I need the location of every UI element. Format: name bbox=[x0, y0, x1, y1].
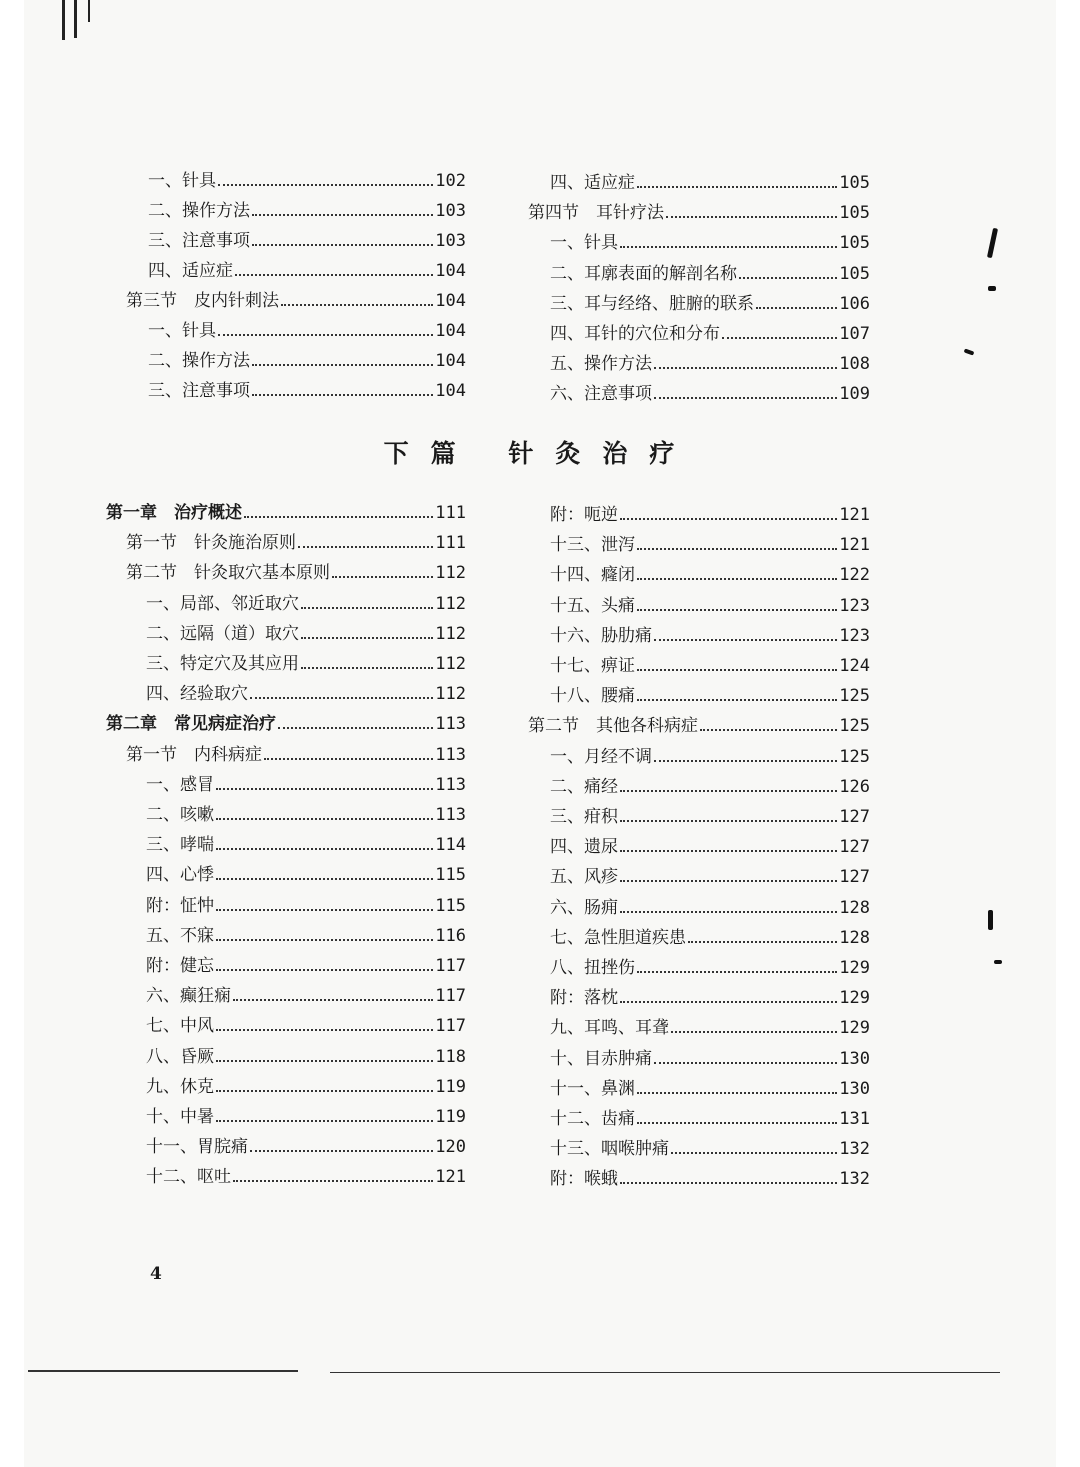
toc-entry-page: 123 bbox=[839, 625, 870, 646]
dot-leader bbox=[244, 516, 433, 518]
toc-entry-label: 附：怔忡 bbox=[146, 895, 214, 916]
dot-leader bbox=[637, 669, 837, 671]
dot-leader bbox=[637, 578, 837, 580]
section-title: 下篇 针灸治疗 bbox=[383, 439, 697, 468]
toc-entry-page: 104 bbox=[435, 321, 466, 341]
toc-entry-page: 122 bbox=[839, 565, 870, 586]
toc-entry-label: 十四、癃闭 bbox=[550, 565, 635, 586]
toc-entry bbox=[550, 683, 870, 707]
toc-entry-label: 第四节 耳针疗法 bbox=[528, 203, 664, 224]
toc-entry bbox=[550, 502, 870, 526]
toc-entry-page: 129 bbox=[839, 988, 870, 1009]
toc-entry-label: 三、特定穴及其应用 bbox=[146, 654, 299, 674]
toc-entry-page: 111 bbox=[435, 503, 466, 523]
toc-entry-page: 123 bbox=[839, 595, 870, 616]
toc-entry bbox=[146, 651, 466, 675]
toc-entry-label: 第一节 针灸施治原则 bbox=[126, 533, 296, 554]
toc-entry-page: 111 bbox=[435, 533, 466, 554]
scan-bottom-rule bbox=[28, 1370, 298, 1372]
toc-entry bbox=[146, 953, 466, 977]
toc-entry-label: 九、休克 bbox=[146, 1076, 214, 1097]
toc-entry-page: 132 bbox=[839, 1169, 870, 1190]
dot-leader bbox=[216, 1060, 433, 1062]
dot-leader bbox=[233, 999, 433, 1001]
toc-entry-page: 108 bbox=[839, 354, 870, 375]
toc-entry-page: 113 bbox=[435, 774, 466, 795]
dot-leader bbox=[688, 941, 837, 943]
toc-entry-page: 121 bbox=[839, 535, 870, 556]
toc-entry bbox=[146, 1044, 466, 1068]
toc-entry bbox=[550, 1076, 870, 1100]
toc-entry-label: 四、耳针的穴位和分布 bbox=[550, 324, 720, 344]
toc-entry-page: 124 bbox=[839, 656, 870, 676]
toc-entry bbox=[146, 1074, 466, 1098]
toc-entry-label: 八、昏厥 bbox=[146, 1046, 214, 1067]
toc-entry bbox=[550, 955, 870, 979]
toc-entry-label: 十二、齿痛 bbox=[550, 1109, 635, 1129]
dot-leader bbox=[233, 1180, 433, 1182]
dot-leader bbox=[216, 848, 433, 850]
toc-entry bbox=[550, 744, 870, 768]
toc-lower-right-column bbox=[510, 0, 870, 1200]
dot-leader bbox=[637, 699, 837, 701]
dot-leader bbox=[654, 760, 837, 762]
dot-leader bbox=[216, 1090, 433, 1092]
toc-entry-page: 103 bbox=[435, 231, 466, 251]
toc-entry bbox=[146, 893, 466, 917]
toc-entry bbox=[550, 1015, 870, 1039]
dot-leader bbox=[301, 637, 433, 639]
toc-entry-page: 105 bbox=[839, 263, 870, 284]
toc-entry-label: 附：落枕 bbox=[550, 988, 618, 1009]
toc-entry-label: 一、针具 bbox=[148, 171, 216, 191]
toc-entry-page: 127 bbox=[839, 807, 870, 827]
toc-entry-page: 104 bbox=[435, 381, 466, 401]
toc-entry bbox=[146, 802, 466, 826]
toc-entry-label: 五、不寐 bbox=[146, 925, 214, 946]
dot-leader bbox=[671, 1152, 837, 1154]
dot-leader bbox=[654, 1062, 837, 1064]
toc-entry-page: 102 bbox=[435, 171, 466, 191]
toc-entry-page: 126 bbox=[839, 776, 870, 797]
toc-entry bbox=[550, 925, 870, 949]
toc-entry bbox=[126, 530, 466, 554]
toc-entry-page: 117 bbox=[435, 986, 466, 1007]
toc-entry-page: 118 bbox=[435, 1046, 466, 1067]
toc-entry-page: 115 bbox=[435, 895, 466, 916]
toc-entry-label: 第二章 常见病症治疗 bbox=[106, 714, 276, 735]
dot-leader bbox=[700, 729, 837, 731]
toc-entry-label: 十二、呕吐 bbox=[146, 1167, 231, 1188]
dot-leader bbox=[216, 939, 433, 941]
dot-leader bbox=[216, 1120, 433, 1122]
toc-entry bbox=[550, 1136, 870, 1160]
toc-entry-page: 105 bbox=[839, 173, 870, 193]
dot-leader bbox=[620, 790, 837, 792]
page-number: 4 bbox=[150, 1264, 162, 1284]
toc-entry-page: 127 bbox=[839, 837, 870, 858]
toc-entry-label: 六、癫狂痫 bbox=[146, 986, 231, 1007]
toc-entry-label: 三、耳与经络、脏腑的联系 bbox=[550, 293, 754, 314]
toc-entry-page: 112 bbox=[435, 593, 466, 614]
dot-leader bbox=[620, 1001, 837, 1003]
toc-entry bbox=[106, 500, 466, 524]
toc-entry-label: 第二节 其他各科病症 bbox=[528, 716, 698, 737]
toc-entry bbox=[528, 713, 870, 737]
dot-leader bbox=[620, 850, 837, 852]
dot-leader bbox=[216, 1029, 433, 1031]
toc-entry bbox=[146, 591, 466, 615]
dot-leader bbox=[298, 546, 433, 548]
toc-entry-label: 附：健忘 bbox=[146, 956, 214, 976]
toc-entry-label: 十五、头痛 bbox=[550, 595, 635, 616]
dot-leader bbox=[250, 1150, 433, 1152]
dot-leader bbox=[620, 1182, 837, 1184]
toc-entry-page: 107 bbox=[839, 324, 870, 344]
toc-entry-page: 117 bbox=[435, 956, 466, 976]
toc-entry bbox=[550, 1046, 870, 1070]
toc-entry-label: 第一节 内科病症 bbox=[126, 744, 262, 765]
toc-entry bbox=[146, 1134, 466, 1158]
dot-leader bbox=[637, 1092, 837, 1094]
toc-entry-label: 一、感冒 bbox=[146, 774, 214, 795]
toc-entry bbox=[550, 562, 870, 586]
toc-entry bbox=[550, 653, 870, 677]
toc-entry bbox=[550, 834, 870, 858]
toc-entry-page: 127 bbox=[839, 867, 870, 888]
dot-leader bbox=[671, 1031, 837, 1033]
toc-entry-page: 112 bbox=[435, 623, 466, 644]
toc-entry-page: 130 bbox=[839, 1048, 870, 1069]
toc-entry-label: 七、中风 bbox=[146, 1016, 214, 1037]
toc-entry bbox=[126, 560, 466, 584]
dot-leader bbox=[637, 971, 837, 973]
dot-leader bbox=[637, 1122, 837, 1124]
toc-entry bbox=[146, 832, 466, 856]
toc-entry bbox=[550, 804, 870, 828]
scan-binding-line bbox=[62, 0, 65, 40]
toc-entry-label: 十三、泄泻 bbox=[550, 535, 635, 556]
toc-entry-label: 三、疳积 bbox=[550, 807, 618, 827]
dot-leader bbox=[278, 727, 433, 729]
scan-bottom-rule bbox=[330, 1372, 1000, 1373]
toc-entry-page: 112 bbox=[435, 684, 466, 705]
toc-entry-label: 四、适应症 bbox=[148, 261, 233, 281]
toc-entry bbox=[550, 593, 870, 617]
toc-entry-page: 120 bbox=[435, 1137, 466, 1158]
toc-entry bbox=[550, 774, 870, 798]
toc-entry bbox=[146, 621, 466, 645]
toc-entry bbox=[550, 1166, 870, 1190]
toc-entry-label: 八、扭挫伤 bbox=[550, 958, 635, 978]
toc-entry bbox=[550, 532, 870, 556]
toc-entry-label: 三、注意事项 bbox=[148, 231, 250, 251]
toc-entry bbox=[146, 1013, 466, 1037]
toc-entry-page: 125 bbox=[839, 686, 870, 707]
toc-entry-label: 十八、腰痛 bbox=[550, 686, 635, 707]
toc-entry-page: 113 bbox=[435, 805, 466, 825]
toc-entry-label: 附：喉蛾 bbox=[550, 1169, 618, 1190]
dot-leader bbox=[264, 758, 433, 760]
toc-entry-page: 104 bbox=[435, 291, 466, 311]
toc-entry-label: 四、适应症 bbox=[550, 173, 635, 193]
toc-entry-label: 五、风疹 bbox=[550, 867, 618, 888]
scan-speck bbox=[988, 910, 993, 930]
toc-entry bbox=[146, 772, 466, 796]
toc-entry-label: 四、经验取穴 bbox=[146, 684, 248, 705]
toc-entry-label: 四、心悸 bbox=[146, 865, 214, 886]
toc-entry-page: 112 bbox=[435, 654, 466, 674]
toc-entry-page: 117 bbox=[435, 1016, 466, 1037]
toc-entry-page: 119 bbox=[435, 1076, 466, 1097]
toc-entry bbox=[106, 711, 466, 735]
toc-entry-label: 第二节 针灸取穴基本原则 bbox=[126, 563, 330, 584]
toc-entry-label: 九、耳鸣、耳聋 bbox=[550, 1018, 669, 1039]
scan-binding-line bbox=[88, 0, 90, 22]
toc-entry bbox=[146, 1104, 466, 1128]
toc-entry bbox=[146, 923, 466, 947]
dot-leader bbox=[216, 969, 433, 971]
toc-entry-label: 一、针具 bbox=[550, 233, 618, 254]
toc-entry bbox=[146, 1164, 466, 1188]
dot-leader bbox=[301, 607, 433, 609]
toc-entry-page: 125 bbox=[839, 746, 870, 767]
toc-entry-page: 105 bbox=[839, 233, 870, 254]
toc-entry-label: 一、局部、邻近取穴 bbox=[146, 593, 299, 614]
toc-entry-page: 116 bbox=[435, 925, 466, 946]
toc-entry-label: 七、急性胆道疾患 bbox=[550, 927, 686, 948]
toc-entry bbox=[550, 985, 870, 1009]
toc-entry-page: 114 bbox=[435, 835, 466, 856]
toc-entry-label: 三、注意事项 bbox=[148, 381, 250, 401]
dot-leader bbox=[216, 878, 433, 880]
scan-speck bbox=[994, 960, 1002, 964]
dot-leader bbox=[216, 818, 433, 820]
toc-entry-page: 103 bbox=[435, 201, 466, 221]
toc-entry-label: 附：呃逆 bbox=[550, 505, 618, 525]
dot-leader bbox=[620, 820, 837, 822]
toc-entry bbox=[550, 1106, 870, 1130]
toc-entry-page: 104 bbox=[435, 261, 466, 281]
toc-entry bbox=[550, 864, 870, 888]
toc-entry-label: 第一章 治疗概述 bbox=[106, 503, 242, 523]
dot-leader bbox=[620, 880, 837, 882]
toc-entry-page: 125 bbox=[839, 716, 870, 737]
dot-leader bbox=[250, 697, 433, 699]
toc-entry-page: 131 bbox=[839, 1109, 870, 1129]
dot-leader bbox=[216, 788, 433, 790]
toc-entry-page: 130 bbox=[839, 1078, 870, 1099]
toc-entry bbox=[146, 983, 466, 1007]
toc-entry-page: 121 bbox=[839, 505, 870, 525]
dot-leader bbox=[620, 518, 837, 520]
scan-binding-line bbox=[74, 0, 77, 38]
toc-entry-label: 六、肠痈 bbox=[550, 897, 618, 918]
toc-entry-page: 132 bbox=[839, 1139, 870, 1160]
toc-entry bbox=[550, 623, 870, 647]
toc-entry-page: 115 bbox=[435, 865, 466, 886]
toc-entry-label: 五、操作方法 bbox=[550, 354, 652, 375]
toc-entry-label: 十一、胃脘痛 bbox=[146, 1137, 248, 1158]
dot-leader bbox=[332, 576, 433, 578]
toc-entry-page: 128 bbox=[839, 897, 870, 918]
dot-leader bbox=[301, 667, 433, 669]
toc-entry-label: 三、哮喘 bbox=[146, 835, 214, 856]
toc-entry-page: 113 bbox=[435, 714, 466, 735]
scan-speck bbox=[988, 286, 996, 291]
dot-leader bbox=[637, 548, 837, 550]
toc-entry-page: 109 bbox=[839, 384, 870, 405]
toc-entry-label: 第三节 皮内针刺法 bbox=[126, 291, 279, 311]
toc-entry-label: 六、注意事项 bbox=[550, 384, 652, 405]
toc-entry-label: 二、耳廓表面的解剖名称 bbox=[550, 263, 737, 284]
toc-entry-page: 106 bbox=[839, 293, 870, 314]
toc-entry-label: 二、远隔（道）取穴 bbox=[146, 623, 299, 644]
toc-entry-page: 104 bbox=[435, 351, 466, 371]
toc-entry-page: 129 bbox=[839, 958, 870, 978]
toc-entry-label: 十七、痹证 bbox=[550, 656, 635, 676]
toc-entry-page: 121 bbox=[435, 1167, 466, 1188]
toc-entry-label: 四、遗尿 bbox=[550, 837, 618, 858]
toc-entry-label: 十、目赤肿痛 bbox=[550, 1048, 652, 1069]
toc-entry-label: 二、咳嗽 bbox=[146, 805, 214, 825]
toc-entry-label: 一、月经不调 bbox=[550, 746, 652, 767]
toc-entry-label: 十六、胁肋痛 bbox=[550, 625, 652, 646]
toc-entry-page: 112 bbox=[435, 563, 466, 584]
dot-leader bbox=[654, 639, 837, 641]
dot-leader bbox=[620, 911, 837, 913]
toc-entry bbox=[146, 681, 466, 705]
toc-entry-label: 二、操作方法 bbox=[148, 201, 250, 221]
dot-leader bbox=[216, 909, 433, 911]
toc-entry-page: 129 bbox=[839, 1018, 870, 1039]
toc-entry-label: 十一、鼻渊 bbox=[550, 1078, 635, 1099]
toc-entry-label: 十三、咽喉肿痛 bbox=[550, 1139, 669, 1160]
toc-entry-page: 119 bbox=[435, 1107, 466, 1127]
toc-entry bbox=[146, 862, 466, 886]
toc-entry-label: 二、痛经 bbox=[550, 776, 618, 797]
toc-entry-label: 一、针具 bbox=[148, 321, 216, 341]
toc-entry-page: 128 bbox=[839, 927, 870, 948]
toc-entry-page: 105 bbox=[839, 203, 870, 224]
toc-entry bbox=[126, 742, 466, 766]
toc-entry-page: 113 bbox=[435, 744, 466, 765]
dot-leader bbox=[637, 609, 837, 611]
toc-entry-label: 二、操作方法 bbox=[148, 351, 250, 371]
toc-entry-label: 十、中暑 bbox=[146, 1107, 214, 1127]
toc-lower-left-column bbox=[106, 0, 466, 1200]
toc-entry bbox=[550, 895, 870, 919]
